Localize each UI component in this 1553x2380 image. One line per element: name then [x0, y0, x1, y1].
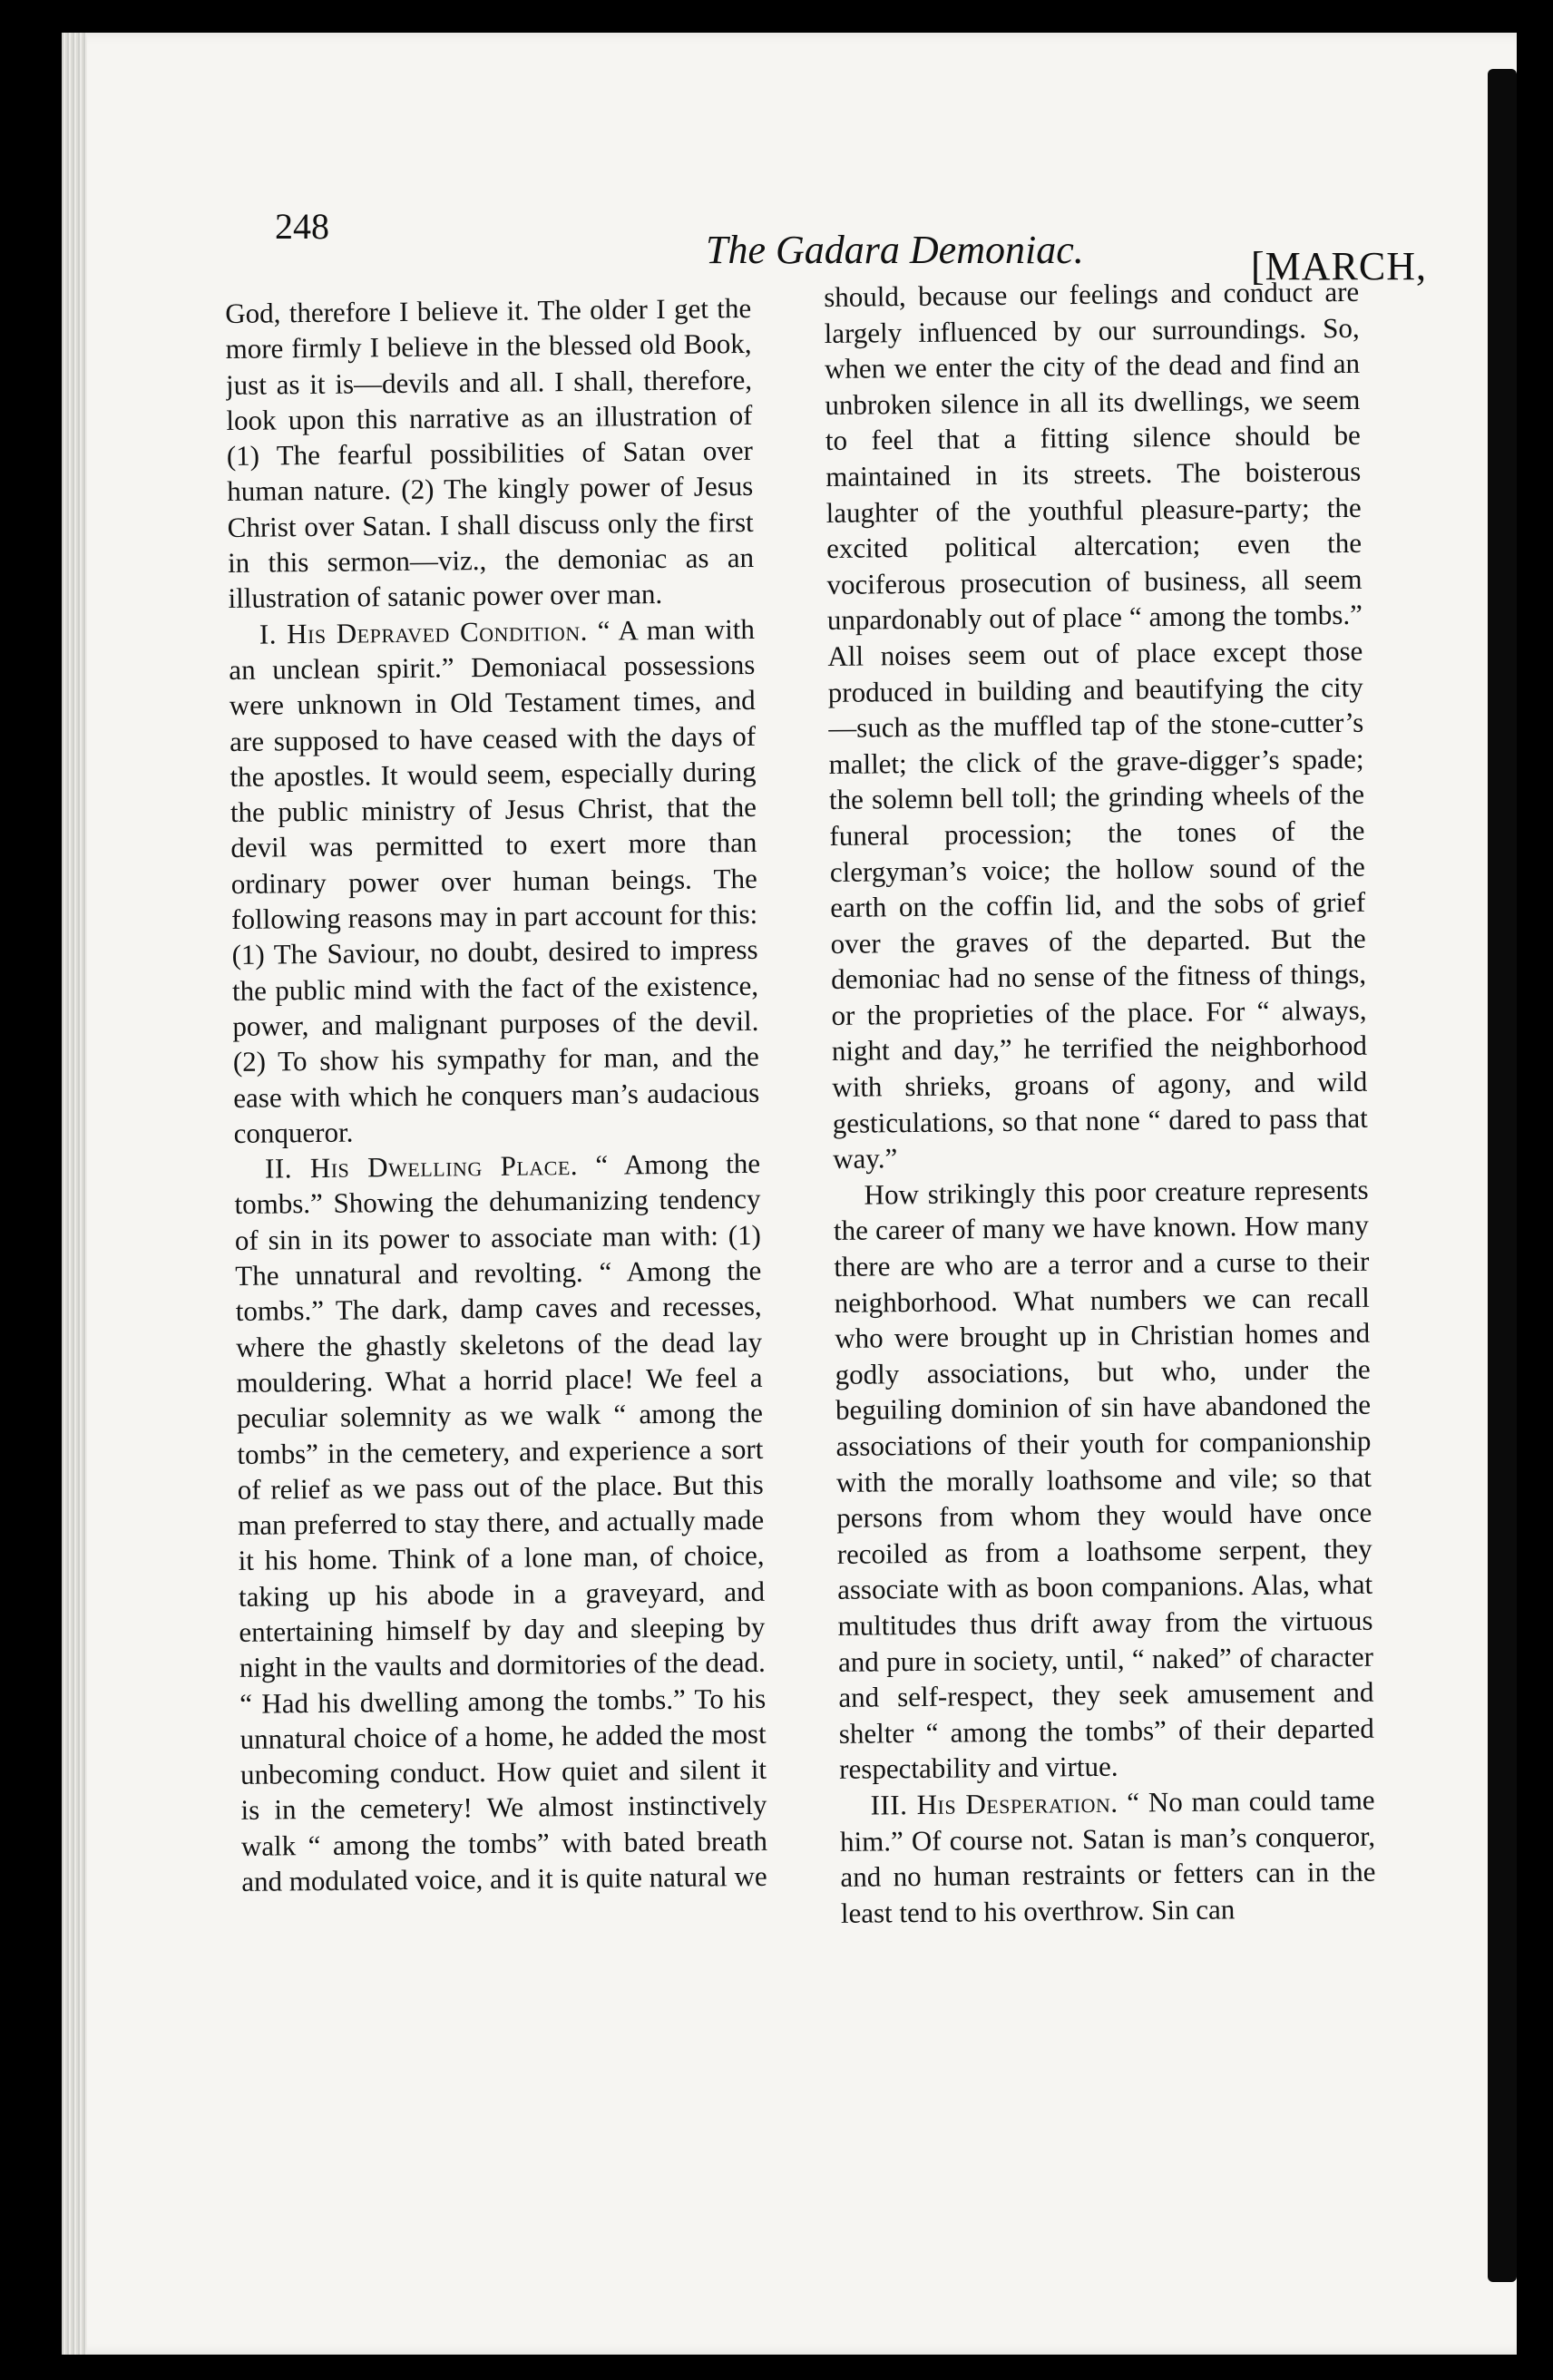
- running-title: The Gadara Demoniac.: [706, 228, 1084, 272]
- section-1-paragraph: [229, 611, 760, 1151]
- section-heading-desperation: III. His Desperation.: [870, 1786, 1118, 1821]
- right-paragraph-2: How strikingly this poor creature represents the career of many we have known. How many there are who are a terror and a curse to their neighborhood. What numbers we can recall who were brought up in Christian homes and godly associations, but who, under the beguiling dominion of sin have abandoned the associations of their youth for companionship with the morally loathsome and vile; so that persons from whom they would have once recoiled as from a loathsome serpent, they associate with as boon companions. Alas, what multitudes thus drift away from the virtuous and pure in society, until, “ naked” of character and self-respect, they seek amusement and shelter “ among the tombs” of their departed respectability and virtue.: [833, 1173, 1374, 1786]
- page-number: 248: [275, 206, 329, 247]
- section-heading-dwelling-place: II. His Dwelling Place.: [264, 1149, 579, 1185]
- running-month: [MARCH,: [1250, 244, 1427, 288]
- section-2-text: “ Among the tombs.” Showing the dehumanizing tendency of sin in its power to associate man with: (1) The unnatural and revolting. “ Among the tombs.” The dark, damp caves and recesses, where the ghastly skeletons of the dead lay mouldering. What a horrid place! We feel a peculiar solemnity as we walk “ among the tombs” in the cemetery, and experience a sort of relief as we pass out of the place. But this man preferred to stay there, and actually made it his home. Think of a lone man, of choice, taking up his abode in a graveyard, and entertaining himself by day and sleeping by night in the vaults and dormitories of the dead. “ Had his dwelling among the tombs.” To his unnatural choice of a home, he added the most unbecoming conduct. How quiet and silent it is in the cemetery! We almost instinctively walk “ among the tombs” with bated breath and modulated voice, and it is quite natural we: [234, 1146, 768, 1897]
- right-paragraph-1: should, because our feelings and conduct are largely influenced by our surroundings. So, when we enter the city of the dead and find an unbroken silence in all its dwellings, we seem to feel that a fitting silence should be maintained in its streets. The boisterous laughter of the youthful pleasure-party; the excited political altercation; even the vociferous prosecution of business, all seem unpardonably out of place “ among the tombs.” All noises seem out of place except those produced in building and beautifying the city—such as the muffled tap of the stone-cutter’s mallet; the click of the grave-digger’s spade; the solemn bell toll; the grinding wheels of the funeral procession; the tones of the clergyman’s voice; the hollow sound of the earth on the coffin lid, and the sobs of grief over the graves of the departed. But the demoniac had no sense of the fitness of things, or the proprieties of the place. For “ always, night and day,” he terrified the neighborhood with shrieks, groans of agony, and wild gesticulations, so that none “ dared to pass that way.”: [824, 275, 1368, 1175]
- right-column: [824, 274, 1379, 2193]
- scanned-page: [62, 33, 1517, 2355]
- section-1-text: “ A man with an unclean spirit.” Demoniacal possessions were unknown in Old Testament times, and are supposed to have ceased with the days of the apostles. It would seem, especially during the public ministry of Jesus Christ, that the devil was permitted to exert more than ordinary power over human beings. The following reasons may in part account for this: (1) The Saviour, no doubt, desired to impress the public mind with the fact of the existence, power, and malignant purposes of the devil. (2) To show his sympathy for man, and the ease with which he conquers man’s audacious conqueror.: [229, 612, 760, 1149]
- scan-dark-edge: [1488, 69, 1517, 2282]
- left-paragraph-1: God, therefore I believe it. The older I get the more firmly I believe in the blessed old Book, just as it is—devils and all. I shall, therefore, look upon this narrative as an illustration of (1) The fearful possibilities of Satan over human nature. (2) The kingly power of Jesus Christ over Satan. I shall discuss only the first in this sermon—viz., the demoniac as an illustration of satanic power over man.: [225, 291, 755, 615]
- left-column: [225, 290, 771, 2209]
- section-3-paragraph: [839, 1782, 1376, 1932]
- page-binding-edge: [62, 33, 87, 2355]
- page-header: [275, 169, 1427, 288]
- section-heading-depraved-condition: I. His Depraved Condition.: [259, 614, 589, 650]
- section-2-paragraph: [234, 1146, 768, 1899]
- section-3-text: “ No man could tame him.” Of course not. Satan is man’s conqueror, and no human restraints or fetters can in the least tend to his overthrow. Sin can: [839, 1783, 1376, 1929]
